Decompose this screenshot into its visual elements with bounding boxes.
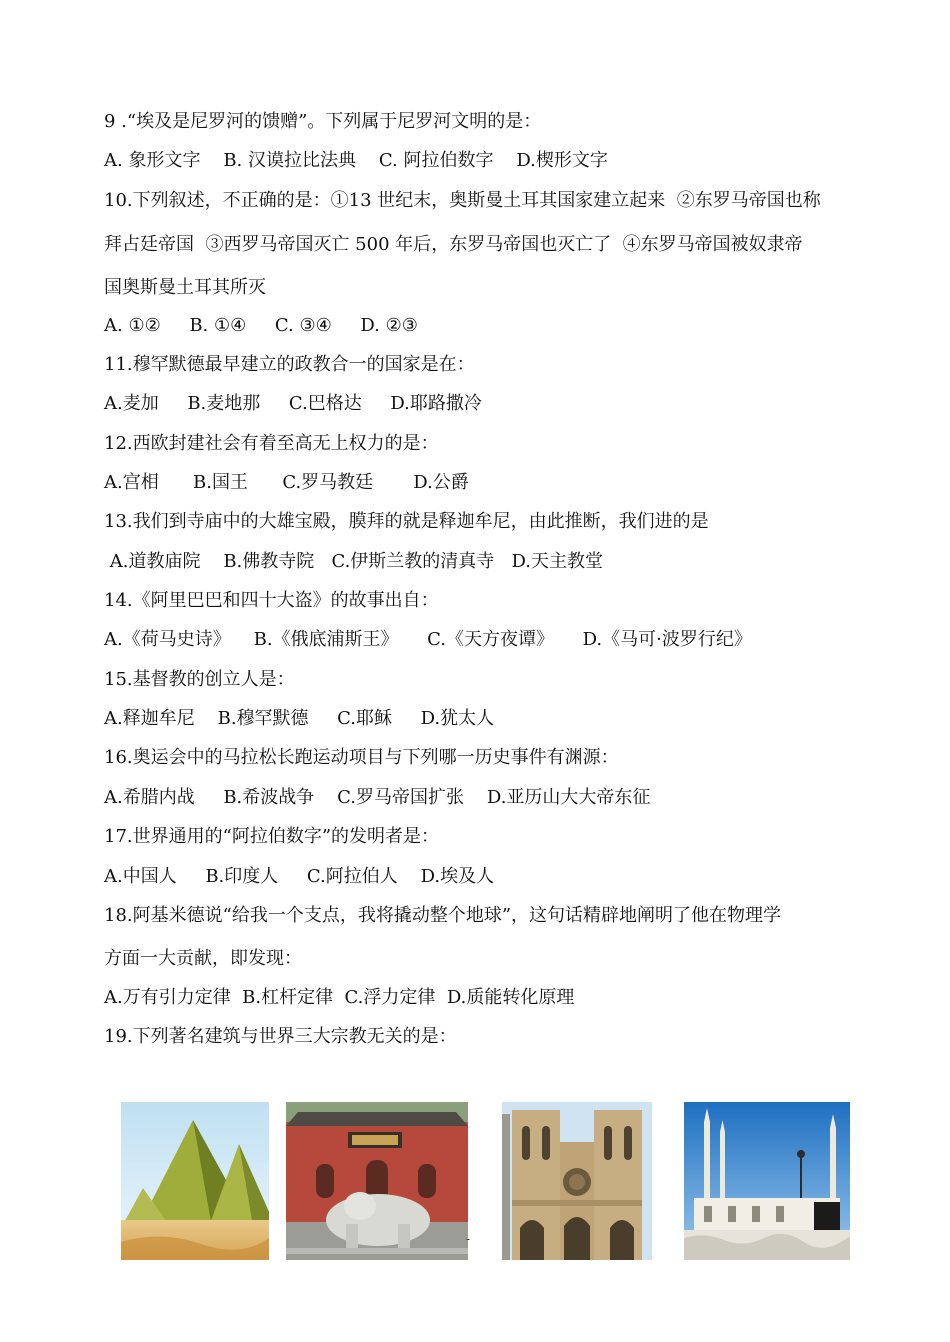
q10-stem-line2: 拜占廷帝国 ③西罗马帝国灭亡 500 年后，东罗马帝国也灭亡了 ④东罗马帝国被奴隶帝 xyxy=(104,234,803,255)
q18-stem-line1: 18.阿基米德说“给我一个支点，我将撬动整个地球”，这句话精辟地阐明了他在物理学 xyxy=(104,905,782,926)
q14-stem: 14.《阿里巴巴和四十大盗》的故事出自： xyxy=(104,590,439,611)
q19-image-row xyxy=(0,1102,950,1260)
q11-stem: 11.穆罕默德最早建立的政教合一的国家是在： xyxy=(104,354,475,375)
q12-options: A.宫相 B.国王 C.罗马教廷 D.公爵 xyxy=(104,472,469,493)
q10-options: A. ①② B. ①④ C. ③④ D. ②③ xyxy=(104,315,418,336)
q17-options: A.中国人 B.印度人 C.阿拉伯人 D.埃及人 xyxy=(104,866,495,887)
q15-options: A.释迦牟尼 B.穆罕默德 C.耶稣 D.犹太人 xyxy=(104,708,495,729)
q16-options: A.希腊内战 B.希波战争 C.罗马帝国扩张 D.亚历山大大帝东征 xyxy=(104,787,651,808)
q10-stem-line3: 国奥斯曼土耳其所灭 xyxy=(104,277,266,298)
q13-options: A.道教庙院 B.佛教寺院 C.伊斯兰教的清真寺 D.天主教堂 xyxy=(104,551,603,572)
q12-stem: 12.西欧封建社会有着至高无上权力的是： xyxy=(104,433,439,454)
q10-stem-line1: 10.下列叙述，不正确的是：①13 世纪末，奥斯曼土耳其国家建立起来 ②东罗马帝国也称 xyxy=(104,190,821,211)
q13-stem: 13.我们到寺庙中的大雄宝殿，膜拜的就是释迦牟尼，由此推断，我们进的是 xyxy=(104,511,709,532)
q16-stem: 16.奥运会中的马拉松长跑运动项目与下列哪一历史事件有渊源： xyxy=(104,747,619,768)
q18-stem-line2: 方面一大贡献，即发现： xyxy=(104,948,302,969)
mosque-photo xyxy=(684,1102,850,1260)
q18-options: A.万有引力定律 B.杠杆定律 C.浮力定律 D.质能转化原理 xyxy=(104,987,575,1008)
q11-options: A.麦加 B.麦地那 C.巴格达 D.耶路撒冷 xyxy=(104,393,482,414)
q17-stem: 17.世界通用的“阿拉伯数字”的发明者是： xyxy=(104,826,440,847)
q9-options: A. 象形文字 B. 汉谟拉比法典 C. 阿拉伯数字 D.楔形文字 xyxy=(104,150,608,171)
q19-stem: 19.下列著名建筑与世界三大宗教无关的是： xyxy=(104,1026,457,1047)
q15-stem: 15.基督教的创立人是： xyxy=(104,669,295,690)
q14-options: A.《荷马史诗》 B.《俄底浦斯王》 C.《天方夜谭》 D.《马可·波罗行纪》 xyxy=(104,629,752,650)
cathedral-photo xyxy=(502,1102,652,1260)
q9-stem: 9 .“埃及是尼罗河的馈赠”。下列属于尼罗河文明的是： xyxy=(104,111,542,132)
pyramids-photo xyxy=(121,1102,269,1260)
page-mark: - xyxy=(466,1232,471,1246)
temple-photo xyxy=(286,1102,471,1260)
